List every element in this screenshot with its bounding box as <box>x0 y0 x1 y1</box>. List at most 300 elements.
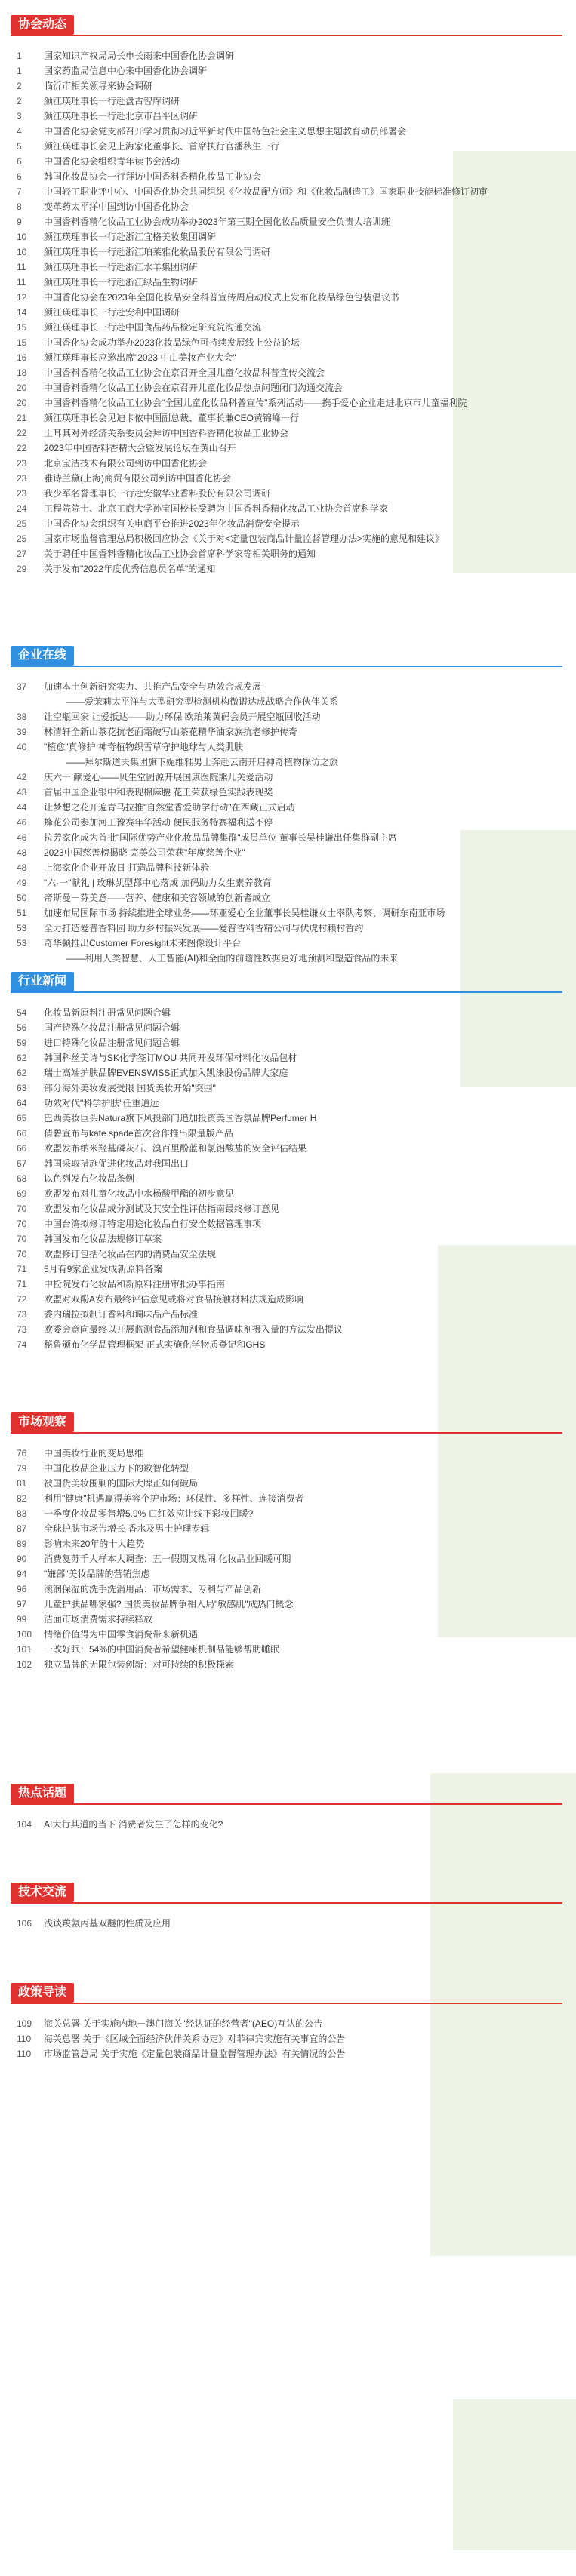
article-title: 颜江瑛理事长一行赴浙江水羊集团调研 <box>44 262 199 272</box>
article-title: 颜江瑛理事长一行赴浙江珀莱雅化妆品股份有限公司调研 <box>44 247 271 257</box>
article-title: 独立品牌的无限包装创新：对可持续的积极探索 <box>44 1659 235 1670</box>
page-number: 9 <box>17 217 22 227</box>
article-title: 国产特殊化妆品注册常见问题合辑 <box>44 1022 180 1033</box>
page-number: 90 <box>17 1554 27 1564</box>
page-number: 104 <box>17 1819 32 1830</box>
article-title: AI大行其道的当下 消费者发生了怎样的变化? <box>44 1819 223 1830</box>
article-title: 部分海外美妆发展受限 国货美妆开始"突围" <box>44 1083 216 1093</box>
article-title: 被国货美妆围剿的国际大牌正如何破局 <box>44 1478 199 1489</box>
article-title: 中国轻工职业评中心、中国香化协会共同组织《化妆品配方师》和《化妆品制造工》国家职业技能标准修订初审 <box>44 186 488 197</box>
article-title: 林清轩全新山茶花抗老面霜破写山茶花精华油家族抗老修护传奇 <box>44 727 298 737</box>
page-number: 2 <box>17 96 22 106</box>
section-title: 技术交流 <box>11 1883 74 1902</box>
list-item[interactable] <box>0 830 576 845</box>
page-number: 109 <box>17 2018 32 2029</box>
list-item[interactable] <box>0 410 576 426</box>
list-item[interactable] <box>0 1081 576 1096</box>
list-item[interactable] <box>0 290 576 305</box>
list-item[interactable] <box>0 531 576 546</box>
article-title: 颜江瑛理事长一行赴浙江绿晶生物调研 <box>44 277 199 287</box>
list-item[interactable] <box>0 1551 576 1566</box>
page-number: 83 <box>17 1508 27 1519</box>
page-number: 5 <box>17 141 22 152</box>
list-item[interactable] <box>0 755 576 770</box>
article-title: 利用"健康"机遇赢得美容个护市场：环保性、多样性、连接消费者 <box>44 1493 304 1504</box>
page-number: 70 <box>17 1234 27 1244</box>
list-item[interactable] <box>0 426 576 441</box>
article-title: 关于聘任中国香料香精化妆品工业协会首席科学家等相关职务的通知 <box>44 549 316 559</box>
page-number: 99 <box>17 1614 27 1625</box>
article-title: ——爱茉莉太平洋与大型研究型检测机构微谱达成战略合作伙伴关系 <box>66 696 339 707</box>
list-item[interactable] <box>0 1536 576 1551</box>
article-title: 影响未来20年的十大趋势 <box>44 1539 145 1549</box>
page-number: 20 <box>17 383 27 393</box>
list-item[interactable] <box>0 951 576 966</box>
section-divider <box>11 35 562 36</box>
page-number: 73 <box>17 1309 27 1320</box>
list-item[interactable] <box>0 169 576 184</box>
list-item[interactable] <box>0 1597 576 1612</box>
page-number: 59 <box>17 1037 27 1048</box>
list-item[interactable] <box>0 694 576 709</box>
list-item[interactable] <box>0 1262 576 1277</box>
page-number: 11 <box>17 277 26 287</box>
article-title: ——拜尔斯道夫集团旗下妮维雅男士奔赴云南开启神奇植物探访之旅 <box>66 757 339 767</box>
list-item[interactable] <box>0 199 576 214</box>
page-number: 20 <box>17 398 27 408</box>
article-title: 中检院发布化妆品和新原料注册审批办事指南 <box>44 1279 226 1290</box>
page-number: 14 <box>17 307 27 318</box>
page-number: 49 <box>17 878 27 888</box>
page-number: 54 <box>17 1007 27 1018</box>
list-item[interactable] <box>0 1035 576 1050</box>
article-title: 5月有9家企业发成新原料备案 <box>44 1264 163 1274</box>
list-item[interactable] <box>0 845 576 860</box>
list-item[interactable] <box>0 890 576 905</box>
page-number: 40 <box>17 742 27 752</box>
article-title: 让梦想之花开遍青马拉推"自然堂香爱助学行动"在西藏正式启动 <box>44 802 295 813</box>
page-number: 69 <box>17 1188 27 1199</box>
article-title: 颜江瑛理事长会见迪卡侬中国副总裁、董事长兼CEO黄锦峰一行 <box>44 413 300 423</box>
page-number: 100 <box>17 1629 32 1640</box>
article-title: 滚润保湿的洗手洗消用品：市场需求、专利与产品创新 <box>44 1584 262 1594</box>
article-title: 化妆品新原料注册常见问题合辑 <box>44 1007 171 1018</box>
article-title: 韩国化妆品协会一行拜访中国香料香精化妆品工业协会 <box>44 171 262 182</box>
list-item[interactable] <box>0 350 576 365</box>
list-item[interactable] <box>0 1216 576 1231</box>
list-item[interactable] <box>0 1322 576 1337</box>
page-number: 21 <box>17 413 27 423</box>
article-title: 中国香化协会党支部召开学习贯彻习近平新时代中国特色社会主义思想主题教育动员部署会 <box>44 126 407 137</box>
page-number: 18 <box>17 367 27 378</box>
page-number: 64 <box>17 1098 27 1108</box>
list-item[interactable] <box>0 1247 576 1262</box>
article-title: 颜江瑛理事长会见上海家化董事长、首席执行官潘秋生一行 <box>44 141 280 152</box>
article-title: "六·一"献礼 | 玫琳凯型都中心落成 加码助力女生素养教育 <box>44 878 272 888</box>
list-item[interactable] <box>0 78 576 94</box>
page-number: 70 <box>17 1219 27 1229</box>
article-title: 关于发布"2022年度优秀信息员名单"的通知 <box>44 564 216 574</box>
page-number: 25 <box>17 533 27 544</box>
list-item[interactable] <box>0 709 576 724</box>
article-title: 工程院院士、北京工商大学孙宝国校长受聘为中国香料香精化妆品工业协会首席科学家 <box>44 503 389 514</box>
page-number: 110 <box>17 2049 32 2059</box>
article-title: "植愈"真修护 神奇植物织雪草守护地球与人类肌肤 <box>44 742 243 752</box>
article-title: 情绪价值得为中国零食消费带来新机遇 <box>44 1629 199 1640</box>
list-item[interactable] <box>0 815 576 830</box>
section-divider <box>11 1803 562 1805</box>
page-number: 10 <box>17 247 27 257</box>
page-number: 23 <box>17 473 27 484</box>
list-item[interactable] <box>0 63 576 78</box>
article-title: 中国香料香精化妆品工业协会在京召开全国儿童化妆品科普宣传交流会 <box>44 367 325 378</box>
list-item[interactable] <box>0 1817 576 1832</box>
article-title: 瑞士高端护肤品牌EVENSWISS正式加入凯涞股份品牌大家庭 <box>44 1068 288 1078</box>
article-title: 颜江瑛理事长一行赴浙江宜格美妆集团调研 <box>44 232 217 242</box>
list-item[interactable] <box>0 244 576 260</box>
page-number: 12 <box>17 292 27 303</box>
list-item[interactable] <box>0 1476 576 1491</box>
page-number: 82 <box>17 1493 27 1504</box>
article-title: 拉芳家化成为首批"国际优势产业化妆品品牌集群"成员单位 董事长吴桂谦出任集群副主席 <box>44 832 397 843</box>
list-item[interactable] <box>0 380 576 395</box>
article-title: 进口特殊化妆品注册常见问题合辑 <box>44 1037 180 1048</box>
article-title: 2023年中国香料香精大会暨发展论坛在黄山召开 <box>44 443 236 453</box>
list-item[interactable] <box>0 1582 576 1597</box>
article-title: 中国化妆品企业压力下的数智化转型 <box>44 1463 189 1474</box>
list-item[interactable] <box>0 2046 576 2061</box>
list-item[interactable] <box>0 561 576 576</box>
list-item[interactable] <box>0 395 576 410</box>
list-item[interactable] <box>0 1141 576 1156</box>
article-title: 全力打造爱普香料园 助力乡村振兴发展——爱普香料香精公司与伏虎村赖村暂约 <box>44 923 364 933</box>
article-title: 中国香料香精化妆品工业协会"全国儿童化妆品科普宣传"系列活动——携手爱心企业走进北京市儿童福利院 <box>44 398 467 408</box>
article-title: 土耳其对外经济关系委员会拜访中国香料香精化妆品工业协会 <box>44 428 289 438</box>
list-item[interactable] <box>0 275 576 290</box>
article-title: 我少军名誉理事长一行赴安徽华业香料股份有限公司调研 <box>44 488 271 499</box>
page-number: 37 <box>17 681 27 692</box>
page-number: 97 <box>17 1599 27 1609</box>
list-item[interactable] <box>0 1231 576 1247</box>
page-number: 76 <box>17 1448 27 1459</box>
list-item[interactable] <box>0 1916 576 1931</box>
section-title: 协会动态 <box>11 15 74 35</box>
article-title: 加速布局国际市场 持续推进全球业务——环亚爱心企业董事长吴桂谦女士率队考察、调研东南亚市场 <box>44 908 445 918</box>
list-item[interactable] <box>0 1156 576 1171</box>
list-item[interactable] <box>0 94 576 109</box>
list-item[interactable] <box>0 48 576 63</box>
page-number: 7 <box>17 186 22 197</box>
page-number: 6 <box>17 156 22 167</box>
page-number: 66 <box>17 1128 27 1139</box>
article-title: ——利用人类智慧、人工智能(AI)和全面的前瞻性数据更好地预测和塑造食品的未来 <box>66 953 399 964</box>
article-title: 欧盟修订包括化妆品在内的消费品安全法规 <box>44 1249 217 1259</box>
page-number: 23 <box>17 458 27 469</box>
list-item[interactable] <box>0 2031 576 2046</box>
list-item[interactable] <box>0 1307 576 1322</box>
article-title: 国家药监局信息中心来中国香化协会调研 <box>44 66 208 76</box>
list-item[interactable] <box>0 1050 576 1065</box>
section-title: 企业在线 <box>11 646 74 666</box>
page-number: 70 <box>17 1249 27 1259</box>
list-item[interactable] <box>0 1171 576 1186</box>
page-number: 102 <box>17 1659 32 1670</box>
article-title: 欧盟发布纳米羟基磷灰石、溴百里酚蓝和氯铝酸盐的安全评估结果 <box>44 1143 307 1154</box>
article-title: 欧盟对双酚A发布最终评估意见或将对食品接触材料法规造成影响 <box>44 1294 304 1305</box>
list-item[interactable] <box>0 184 576 199</box>
list-item[interactable] <box>0 471 576 486</box>
article-title: 海关总署 关于《区域全面经济伙伴关系协定》对菲律宾实施有关事宜的公告 <box>44 2033 346 2044</box>
page-number: 106 <box>17 1918 32 1929</box>
section-divider <box>11 991 562 993</box>
page-number: 22 <box>17 428 27 438</box>
list-item[interactable] <box>0 1201 576 1216</box>
list-item[interactable] <box>0 1096 576 1111</box>
article-title: 中国台湾拟修订特定用途化妆品自行安全数据管理事项 <box>44 1219 262 1229</box>
page-number: 11 <box>17 262 26 272</box>
article-title: 浅谈羧氨丙基双醚的性质及应用 <box>44 1918 171 1929</box>
article-title: 韩国采取措施促进化妆品对我国出口 <box>44 1158 189 1169</box>
page-number: 67 <box>17 1158 27 1169</box>
article-title: 国家知识产权局局长申长雨来中国香化协会调研 <box>44 51 235 61</box>
list-item[interactable] <box>0 905 576 921</box>
list-item[interactable] <box>0 1642 576 1657</box>
article-title: 颜江瑛理事长应邀出席"2023 中山美妆产业大会" <box>44 352 236 363</box>
list-item[interactable] <box>0 1126 576 1141</box>
article-title: 委内瑞拉拟制订香料和调味品产品标准 <box>44 1309 199 1320</box>
list-item[interactable] <box>0 800 576 815</box>
article-title: 奇华顿推出Customer Foresight未来图像设计平台 <box>44 938 242 948</box>
article-title: 欧盟发布对儿童化妆品中水杨酸甲酯的初步意见 <box>44 1188 235 1199</box>
section-divider <box>11 1432 562 1434</box>
page-number: 1 <box>17 66 22 76</box>
page-number: 53 <box>17 923 27 933</box>
article-title: 颜江瑛理事长一行赴盘古智库调研 <box>44 96 180 106</box>
article-title: 欧委会意向最终以开展监测食品添加剂和食品调味剂摄入量的方法发出提议 <box>44 1324 343 1335</box>
article-title: 中国美妆行业的变局思维 <box>44 1448 144 1459</box>
page-number: 62 <box>17 1053 27 1063</box>
page-number: 4 <box>17 126 22 137</box>
page-number: 74 <box>17 1339 27 1350</box>
list-item[interactable] <box>0 2016 576 2031</box>
list-item[interactable] <box>0 1020 576 1035</box>
list-item[interactable] <box>0 260 576 275</box>
section-title: 热点话题 <box>11 1784 74 1803</box>
article-title: 中国香料香精化妆品工业协会在京召开儿童化妆品热点问题闭门沟通交流会 <box>44 383 343 393</box>
article-title: 让空瓶回家 让爱抵达——助力环保 欧珀莱黄码会员开展空瓶回收活动 <box>44 712 321 722</box>
article-title: "嫌部"美妆品牌的营销焦虑 <box>44 1569 150 1579</box>
list-item[interactable] <box>0 1612 576 1627</box>
list-item[interactable] <box>0 1186 576 1201</box>
article-title: 庆六一 献爱心——贝生堂圆源开展国康医院熊儿关爱活动 <box>44 772 273 782</box>
list-item[interactable] <box>0 1337 576 1352</box>
list-item[interactable] <box>0 501 576 516</box>
page-number: 101 <box>17 1644 32 1655</box>
page-number: 79 <box>17 1463 27 1474</box>
article-title: 首届中国企业银中和表现棉麻腰 花王荣获绿色实践表现奖 <box>44 787 273 798</box>
list-item[interactable] <box>0 860 576 875</box>
page-number: 16 <box>17 352 27 363</box>
article-title: 蜂花公司参加河工豫赛年华活动 便民服务特赛福利送不停 <box>44 817 273 828</box>
page-number: 10 <box>17 232 27 242</box>
list-item[interactable] <box>0 546 576 561</box>
page-number: 6 <box>17 171 22 182</box>
section-divider <box>11 666 562 667</box>
list-item[interactable] <box>0 1506 576 1521</box>
article-title: 市场监管总局 关于实施《定量包装商品计量监督管理办法》有关情况的公告 <box>44 2049 346 2059</box>
section-title: 市场观察 <box>11 1412 74 1432</box>
page-number: 15 <box>17 322 27 333</box>
page-number: 1 <box>17 51 22 61</box>
article-title: 帝斯曼－芬美意——营养、健康和美容领域的创新者成立 <box>44 893 271 903</box>
article-title: 巴西美妆巨头Natura旗下风投部门追加投资美国香氛品牌Perfumer H <box>44 1113 317 1124</box>
article-title: 洁面市场消费需求持续释放 <box>44 1614 153 1625</box>
page-number: 62 <box>17 1068 27 1078</box>
article-title: 变革药太平洋中国到访中国香化协会 <box>44 201 189 212</box>
page-number: 66 <box>17 1143 27 1154</box>
page-number: 65 <box>17 1113 27 1124</box>
list-item[interactable] <box>0 124 576 139</box>
background-band-4 <box>430 1773 576 2256</box>
page-number: 43 <box>17 787 27 798</box>
list-item[interactable] <box>0 1566 576 1582</box>
page-number: 53 <box>17 938 27 948</box>
page-number: 73 <box>17 1324 27 1335</box>
page-number: 38 <box>17 712 27 722</box>
list-item[interactable] <box>0 739 576 755</box>
list-item[interactable] <box>0 154 576 169</box>
page-number: 2 <box>17 81 22 91</box>
article-title: 韩国发布化妆品法规修订草案 <box>44 1234 162 1244</box>
page-number: 42 <box>17 772 27 782</box>
list-item[interactable] <box>0 875 576 890</box>
article-title: 海关总署 关于实施内地－澳门海关"经认证的经营者"(AEO)互认的公告 <box>44 2018 323 2029</box>
article-title: 中国香化协会成功举办2023化妆品绿色可持续发展线上公益论坛 <box>44 337 300 348</box>
article-title: 中国香化协会组织青年读书会活动 <box>44 156 180 167</box>
article-title: 颜江瑛理事长一行赴中国食品药品检定研究院沟通交流 <box>44 322 262 333</box>
list-item[interactable] <box>0 229 576 244</box>
list-item[interactable] <box>0 1277 576 1292</box>
article-title: 消费复苏千人样本大调查：五一假期又热闹 化妆品业回暖可期 <box>44 1554 291 1564</box>
section-divider <box>11 1902 562 1904</box>
list-item[interactable] <box>0 1627 576 1642</box>
page-number: 46 <box>17 817 27 828</box>
list-item[interactable] <box>0 1461 576 1476</box>
section-title: 政策导读 <box>11 1983 74 2003</box>
list-item[interactable] <box>0 1292 576 1307</box>
article-title: 中国香化协会组织有关电商平台推进2023年化妆品消费安全提示 <box>44 518 300 529</box>
list-item[interactable] <box>0 365 576 380</box>
list-item[interactable] <box>0 724 576 739</box>
section-title: 行业新闻 <box>11 972 74 991</box>
list-item[interactable] <box>0 214 576 229</box>
list-item[interactable] <box>0 1657 576 1672</box>
background-band-5 <box>453 2399 576 2550</box>
page-number: 89 <box>17 1539 27 1549</box>
list-item[interactable] <box>0 679 576 694</box>
article-title: 全球护肤市场告增长 香水及男士护理专辑 <box>44 1523 210 1534</box>
list-item[interactable] <box>0 785 576 800</box>
article-title: 功效对代"科学护肤"任重道远 <box>44 1098 159 1108</box>
page-number: 48 <box>17 862 27 873</box>
list-item[interactable] <box>0 335 576 350</box>
page-number: 71 <box>17 1279 27 1290</box>
article-title: 2023中国慈善榜揭晓 完美公司荣获"年度慈善企业" <box>44 847 245 858</box>
page-number: 15 <box>17 337 27 348</box>
page-number: 27 <box>17 549 27 559</box>
list-item[interactable] <box>0 1065 576 1081</box>
list-item[interactable] <box>0 486 576 501</box>
article-title: 韩国科丝美诗与SK化学签订MOU 共同开发环保材料化妆品包材 <box>44 1053 297 1063</box>
page-number: 96 <box>17 1584 27 1594</box>
article-title: 中国香化协会在2023年全国化妆品安全科普宣传周启动仪式上发布化妆品绿色包装倡议书 <box>44 292 399 303</box>
list-item[interactable] <box>0 1111 576 1126</box>
page-number: 63 <box>17 1083 27 1093</box>
article-title: 秘鲁颁布化学品管理框架 正式实施化学物质登记和GHS <box>44 1339 266 1350</box>
article-title: 临沂市相关领导来协会调研 <box>44 81 153 91</box>
list-item[interactable] <box>0 1446 576 1461</box>
list-item[interactable] <box>0 921 576 936</box>
list-item[interactable] <box>0 305 576 320</box>
page-number: 39 <box>17 727 27 737</box>
article-title: 一改好眠：54%的中国消费者希望健康机制品能够帮助睡眠 <box>44 1644 280 1655</box>
page-number: 110 <box>17 2033 32 2044</box>
article-title: 加速本土创新研究实力、共推产品安全与功效合规发展 <box>44 681 262 692</box>
list-item[interactable] <box>0 1521 576 1536</box>
article-title: 雅诗兰黛(上海)商贸有限公司到访中国香化协会 <box>44 473 231 484</box>
page-number: 24 <box>17 503 27 514</box>
article-title: 颜江瑛理事长一行赴安利中国调研 <box>44 307 180 318</box>
page-number: 50 <box>17 893 27 903</box>
article-title: 国家市场监督管理总局积极回应协会《关于对<定量包装商品计量监督管理办法>实施的意见和建议》 <box>44 533 445 544</box>
page-number: 22 <box>17 443 27 453</box>
list-item[interactable] <box>0 516 576 531</box>
page-number: 29 <box>17 564 27 574</box>
page-number: 70 <box>17 1203 27 1214</box>
list-item[interactable] <box>0 770 576 785</box>
page-number: 3 <box>17 111 22 121</box>
list-item[interactable] <box>0 936 576 951</box>
page-number: 8 <box>17 201 22 212</box>
page-number: 56 <box>17 1022 27 1033</box>
page-number: 71 <box>17 1264 27 1274</box>
article-title: 上海家化企业开放日 打造品牌科技新体验 <box>44 862 210 873</box>
list-item[interactable] <box>0 441 576 456</box>
list-item[interactable] <box>0 139 576 154</box>
page-number: 72 <box>17 1294 27 1305</box>
page-number: 87 <box>17 1523 27 1534</box>
list-item[interactable] <box>0 1005 576 1020</box>
list-item[interactable] <box>0 456 576 471</box>
list-item[interactable] <box>0 1491 576 1506</box>
page-number: 81 <box>17 1478 27 1489</box>
page-number: 25 <box>17 518 27 529</box>
article-title: 中国香料香精化妆品工业协会成功举办2023年第三期全国化妆品质量安全负责人培训班 <box>44 217 390 227</box>
article-title: 颜江瑛理事长一行赴北京市昌平区调研 <box>44 111 199 121</box>
page-number: 44 <box>17 802 27 813</box>
page-number: 48 <box>17 847 27 858</box>
page-number: 51 <box>17 908 27 918</box>
list-item[interactable] <box>0 320 576 335</box>
page-number: 23 <box>17 488 27 499</box>
article-title: 北京宝洁技术有限公司到访中国香化协会 <box>44 458 208 469</box>
list-item[interactable] <box>0 109 576 124</box>
page-number: 46 <box>17 832 27 843</box>
article-title: 一季度化妆品零售增5.9% 口红效应让线下彩妆回暖? <box>44 1508 254 1519</box>
page-number: 68 <box>17 1173 27 1184</box>
page-number: 94 <box>17 1569 27 1579</box>
article-title: 倩碧宣布与kate spade首次合作推出限量版产品 <box>44 1128 233 1139</box>
